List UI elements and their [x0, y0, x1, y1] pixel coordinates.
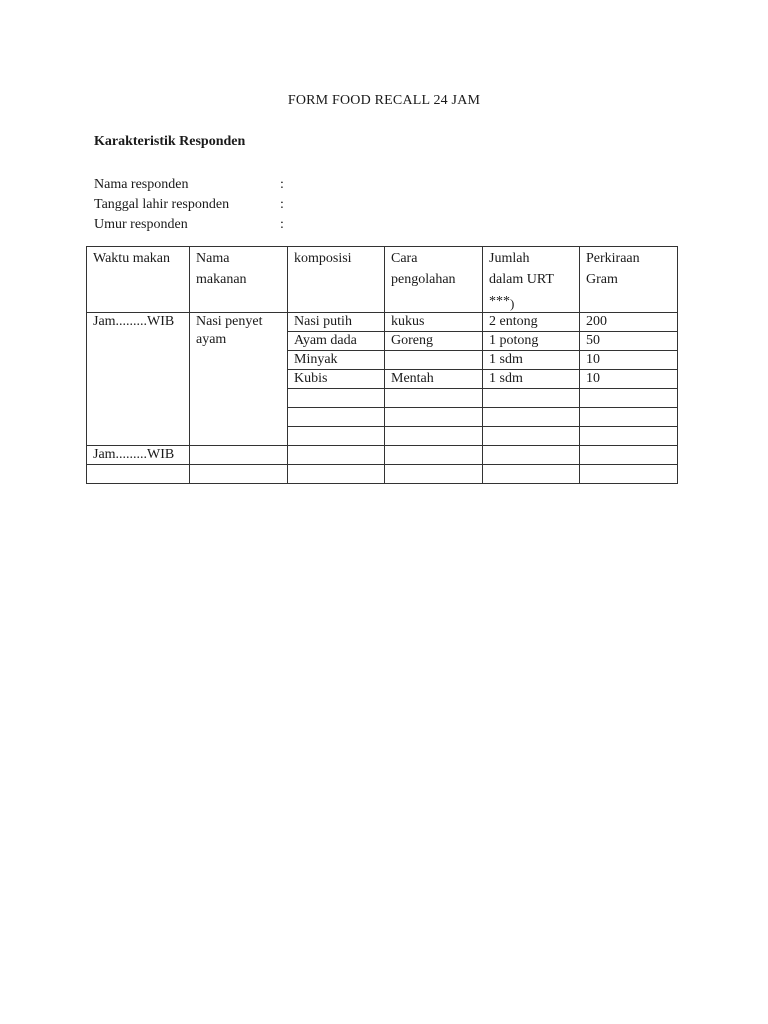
cara-cell: Mentah — [385, 370, 483, 389]
empty-cell — [190, 465, 288, 484]
field-label: Umur responden — [94, 217, 188, 232]
header-perkiraan-gram: Perkiraan Gram — [580, 247, 678, 313]
empty-cell — [483, 408, 580, 427]
komposisi-cell: Ayam dada — [288, 332, 385, 351]
empty-cell — [288, 465, 385, 484]
empty-cell — [87, 465, 190, 484]
cara-cell: Goreng — [385, 332, 483, 351]
empty-cell — [385, 465, 483, 484]
field-separator: : — [280, 177, 284, 192]
header-komposisi: komposisi — [288, 247, 385, 313]
header-jumlah-urt: Jumlah dalam URT ***) — [483, 247, 580, 313]
empty-cell — [288, 446, 385, 465]
meal2-waktu-cell: Jam.........WIB — [87, 446, 190, 465]
empty-cell — [580, 389, 678, 408]
table-row-empty — [87, 465, 678, 484]
jumlah-cell: 1 sdm — [483, 370, 580, 389]
empty-cell — [288, 408, 385, 427]
gram-cell: 10 — [580, 370, 678, 389]
table-header-row — [87, 247, 678, 313]
respondent-fields — [94, 175, 354, 235]
empty-cell — [483, 427, 580, 446]
section-heading: Karakteristik Responden — [94, 134, 246, 149]
empty-cell — [288, 389, 385, 408]
jumlah-cell: 1 sdm — [483, 351, 580, 370]
header-nama-makanan: Nama makanan — [190, 247, 288, 313]
komposisi-cell: Minyak — [288, 351, 385, 370]
cara-cell: kukus — [385, 313, 483, 332]
empty-cell — [483, 446, 580, 465]
empty-cell — [190, 446, 288, 465]
field-umur-responden — [94, 215, 354, 235]
empty-cell — [483, 465, 580, 484]
empty-cell — [580, 465, 678, 484]
empty-cell — [580, 408, 678, 427]
empty-cell — [580, 446, 678, 465]
header-cara-pengolahan: Cara pengolahan — [385, 247, 483, 313]
komposisi-cell: Kubis — [288, 370, 385, 389]
meal1-nama-cell: Nasi penyet ayam — [190, 313, 288, 446]
field-tanggal-lahir — [94, 195, 354, 215]
field-label: Nama responden — [94, 177, 189, 192]
empty-cell — [288, 427, 385, 446]
komposisi-cell: Nasi putih — [288, 313, 385, 332]
field-separator: : — [280, 197, 284, 212]
cara-cell — [385, 351, 483, 370]
jumlah-cell: 1 potong — [483, 332, 580, 351]
jumlah-cell: 2 entong — [483, 313, 580, 332]
table-row — [87, 446, 678, 465]
empty-cell — [385, 389, 483, 408]
field-separator: : — [280, 217, 284, 232]
empty-cell — [385, 446, 483, 465]
food-recall-table — [86, 246, 678, 484]
field-nama-responden — [94, 175, 354, 195]
gram-cell: 50 — [580, 332, 678, 351]
form-title: FORM FOOD RECALL 24 JAM — [287, 93, 481, 108]
field-label: Tanggal lahir responden — [94, 197, 230, 212]
header-waktu-makan: Waktu makan — [87, 247, 190, 313]
empty-cell — [385, 408, 483, 427]
gram-cell: 10 — [580, 351, 678, 370]
empty-cell — [483, 389, 580, 408]
gram-cell: 200 — [580, 313, 678, 332]
empty-cell — [580, 427, 678, 446]
meal1-waktu-cell: Jam.........WIB — [87, 313, 190, 446]
table-row — [87, 313, 678, 332]
empty-cell — [385, 427, 483, 446]
